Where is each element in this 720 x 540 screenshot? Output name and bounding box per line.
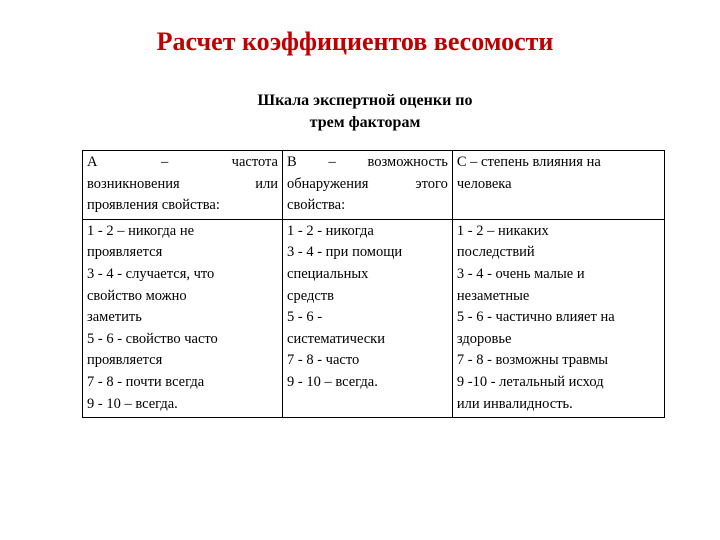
header-c-line-1: С – степень влияния на <box>456 154 601 170</box>
expert-scale-table <box>82 150 665 418</box>
column-a-line: проявляется <box>87 244 163 261</box>
header-b-word-possibility: возможность <box>367 154 448 170</box>
header-a-word-letter: А <box>87 154 98 170</box>
column-c-line: 5 - 6 - частично влияет на <box>456 309 615 326</box>
header-a-word-occurrence: возникновения <box>87 175 180 192</box>
header-b-word-letter: В <box>287 154 297 170</box>
page-title: Расчет коэффициентов весомости <box>156 27 554 56</box>
column-b-line: 7 - 8 - часто <box>287 352 360 369</box>
header-b-line-3: свойства: <box>287 197 346 214</box>
column-a-line: 3 - 4 - случается, что <box>87 265 215 282</box>
column-a-line: 5 - 6 - свойство часто <box>87 330 218 347</box>
column-b-line: 9 - 10 – всегда. <box>287 373 378 390</box>
column-a-line: заметить <box>87 309 142 326</box>
column-a-line: 1 - 2 – никогда не <box>87 222 195 239</box>
header-a-word-dash: – <box>160 154 169 170</box>
column-a-line: 7 - 8 - почти всегда <box>87 373 205 390</box>
header-a-line-1 <box>87 152 278 174</box>
header-a-line-3: проявления свойства: <box>87 197 220 214</box>
column-a-line: проявляется <box>87 352 163 369</box>
header-b-word-this: этого <box>415 175 448 192</box>
header-b-line-1 <box>287 152 448 174</box>
column-c-scale <box>452 219 664 417</box>
table-subtitle <box>200 90 530 134</box>
table-header-row <box>83 151 665 220</box>
header-factor-c <box>452 151 664 220</box>
header-a-line-2 <box>87 174 278 196</box>
column-a-line: свойство можно <box>87 287 187 304</box>
subtitle-line-2: трем факторам <box>309 114 421 131</box>
column-c-line: 1 - 2 – никаких <box>456 222 549 239</box>
table-body-row <box>83 219 665 417</box>
header-a-word-or: или <box>255 175 279 192</box>
column-c-line: 7 - 8 - возможны травмы <box>456 352 608 369</box>
column-b-scale <box>283 219 453 417</box>
column-c-line: или инвалидность. <box>456 395 573 412</box>
header-a-word-frequency: частота <box>231 154 278 170</box>
header-b-line-2 <box>287 174 448 196</box>
column-b-line: специальных <box>287 265 369 282</box>
column-c-line: 3 - 4 - очень малые и <box>456 265 585 282</box>
column-c-line: незаметные <box>456 287 530 304</box>
header-b-word-detection: обнаружения <box>287 175 369 192</box>
column-c-line: здоровье <box>456 330 512 347</box>
column-b-line: 1 - 2 - никогда <box>287 222 374 239</box>
column-c-line: 9 -10 - летальный исход <box>456 373 604 390</box>
column-a-line: 9 - 10 – всегда. <box>87 395 178 412</box>
subtitle-line-1: Шкала экспертной оценки по <box>257 92 473 109</box>
header-factor-a <box>83 151 283 220</box>
column-a-scale <box>83 219 283 417</box>
column-b-line: 3 - 4 - при помощи <box>287 244 403 261</box>
column-b-line: 5 - 6 - <box>287 309 323 326</box>
header-factor-b <box>283 151 453 220</box>
column-c-line: последствий <box>456 244 535 261</box>
column-b-line: систематически <box>287 330 385 347</box>
header-c-line-2: человека <box>456 175 512 192</box>
header-b-word-dash: – <box>328 154 336 170</box>
column-b-line: средств <box>287 287 334 304</box>
